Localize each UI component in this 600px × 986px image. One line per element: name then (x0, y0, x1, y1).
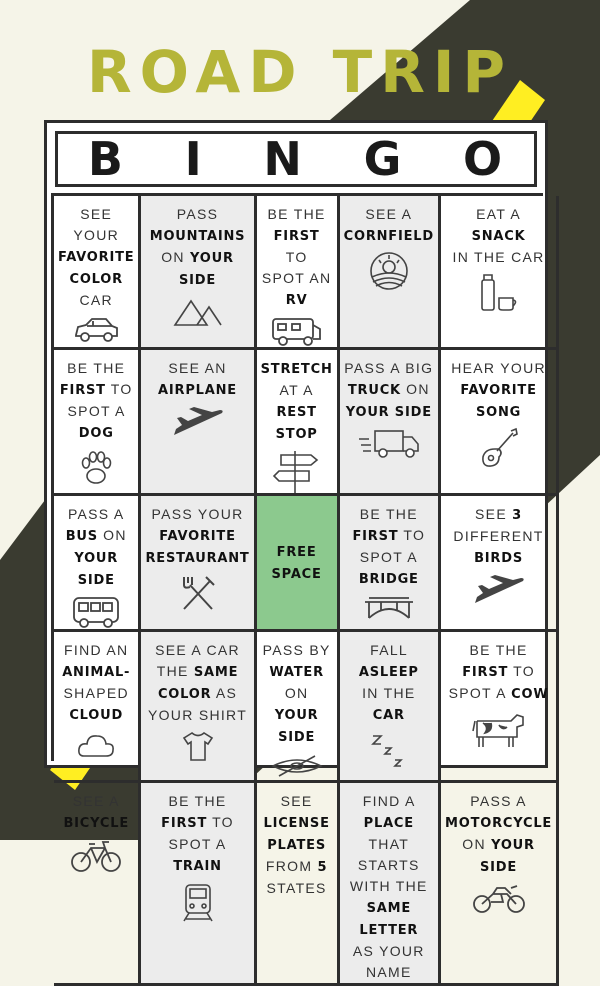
bingo-cell (340, 783, 441, 986)
cell-text (263, 791, 329, 899)
cell-phrase: AT A (279, 382, 314, 398)
cell-keyword: FREE (276, 544, 317, 560)
paw-icon (76, 448, 116, 488)
cell-phrase: CAR (79, 292, 113, 308)
cell-phrase: TO (513, 663, 535, 679)
bridge-icon (363, 594, 415, 620)
cell-keyword: ASLEEP (358, 665, 419, 680)
bingo-cell (257, 783, 340, 986)
cell-phrase: FIND AN (64, 642, 129, 658)
bingo-cell (340, 632, 441, 783)
cell-phrase: ON (161, 249, 185, 265)
cell-phrase: PASS YOUR (151, 506, 244, 522)
cell-text (148, 640, 247, 726)
cell-phrase: IN THE CAR (452, 249, 545, 265)
cell-phrase: SEE AN (168, 360, 227, 376)
cell-keyword: FIRST (462, 665, 509, 680)
cell-phrase: ON (462, 836, 486, 852)
cell-phrase: SPOT A (67, 403, 125, 419)
cell-phrase: SPOT AN (261, 270, 332, 286)
cell-keyword: CORNFIELD (343, 229, 434, 244)
snack-icon (477, 272, 521, 312)
cell-keyword: MOUNTAINS (149, 229, 246, 244)
kayak-icon (269, 752, 325, 780)
cell-text (344, 204, 434, 247)
cell-text (344, 791, 434, 983)
cell-text (261, 640, 333, 748)
cell-keyword: 5 (317, 860, 328, 875)
cell-text (449, 640, 549, 705)
bingo-cell (141, 496, 256, 632)
cell-keyword: COLOR (69, 272, 123, 287)
bingo-cell (54, 196, 141, 350)
bicycle-icon (69, 838, 123, 872)
cell-keyword: FIRST (352, 529, 399, 544)
cell-keyword: SNACK (471, 229, 526, 244)
bingo-cell (141, 350, 256, 496)
page-title: ROAD TRIP (87, 38, 513, 106)
bingo-letter: G (363, 132, 404, 186)
cell-keyword: DOG (78, 426, 114, 441)
cell-phrase: IN THE (362, 685, 416, 701)
cell-phrase: TO (403, 527, 426, 543)
bingo-letter: I (184, 132, 204, 186)
cell-keyword: COW (511, 687, 549, 702)
cell-text (344, 640, 434, 726)
cell-phrase: PASS BY (262, 642, 331, 658)
cell-keyword: BICYCLE (63, 816, 129, 831)
motorcycle-icon (471, 882, 527, 914)
cell-text (261, 358, 333, 445)
cell-keyword: YOUR (190, 251, 234, 266)
cell-text (63, 791, 129, 834)
cell-keyword: STRETCH (260, 362, 333, 377)
cell-keyword: SIDE (178, 273, 217, 288)
cell-phrase: DIFFERENT (453, 528, 544, 544)
cell-phrase: SEE A CAR (155, 642, 240, 658)
cell-keyword: YOUR SIDE (345, 405, 432, 420)
cell-keyword: SIDE (480, 860, 518, 875)
cell-phrase: PASS (176, 206, 219, 222)
bingo-cell (257, 350, 340, 496)
cell-phrase: WITH THE (349, 878, 428, 894)
cell-keyword: CLOUD (69, 708, 124, 723)
cell-text (344, 358, 433, 423)
cell-phrase: SHAPED (63, 685, 129, 701)
cell-keyword: RV (285, 293, 308, 308)
cell-phrase: STATES (266, 880, 327, 896)
car-icon (72, 315, 120, 345)
free-space-cell (257, 496, 340, 632)
shirt-icon (180, 730, 216, 762)
cell-keyword: YOUR SIDE (274, 708, 319, 745)
cell-keyword: FAVORITE (58, 250, 135, 265)
cell-phrase: TO (285, 249, 308, 265)
bus-icon (71, 595, 121, 629)
cell-keyword: CAR (372, 708, 405, 723)
cell-phrase: TO (212, 814, 234, 830)
cell-keyword: LICENSE (263, 816, 330, 831)
cell-phrase: PASS A BIG (344, 360, 434, 376)
cell-keyword: RESTAURANT (145, 551, 250, 566)
sleep-icon (369, 730, 409, 770)
train-icon (181, 881, 215, 923)
cell-keyword: MOTORCYCLE (444, 816, 553, 831)
cornfield-icon (366, 251, 412, 291)
cell-keyword: YOUR SIDE (74, 551, 119, 588)
cell-text (158, 358, 237, 401)
cell-phrase: HEAR YOUR (451, 360, 546, 376)
cell-keyword: FAVORITE (460, 383, 537, 398)
cell-keyword: YOUR (491, 838, 535, 853)
cell-text (58, 358, 134, 444)
cell-keyword: BIRDS (474, 551, 523, 566)
mountains-icon (173, 295, 223, 327)
signpost-icon (273, 449, 321, 493)
bingo-cell (441, 196, 559, 350)
bingo-letter: O (463, 132, 505, 186)
cell-phrase: SEE A (72, 793, 120, 809)
cell-keyword: TRUCK (347, 383, 401, 398)
cell-keyword: AIRPLANE (158, 383, 237, 398)
bingo-cell (340, 496, 441, 632)
cell-keyword: FIRST (273, 229, 320, 244)
cell-phrase: YOUR SHIRT (147, 707, 248, 723)
cell-phrase: PASS A (67, 506, 125, 522)
cell-text (161, 791, 234, 877)
cloud-icon (76, 730, 116, 762)
cell-phrase: ON (406, 381, 430, 397)
cell-keyword: PLATES (267, 838, 326, 853)
cell-phrase: SEE (280, 793, 313, 809)
cell-phrase: THAT STARTS (357, 836, 420, 873)
bingo-cell (441, 632, 559, 783)
bingo-cell (141, 783, 256, 986)
cell-text (62, 640, 130, 726)
airplane-icon (473, 573, 525, 607)
cell-phrase: THE (156, 663, 189, 679)
cell-text (145, 504, 249, 569)
bingo-cell (141, 196, 256, 350)
cell-phrase: FIND A (362, 793, 415, 809)
cell-phrase: SEE A (365, 206, 413, 222)
cell-phrase: EAT A (476, 206, 521, 222)
cell-keyword: WATER (269, 665, 324, 680)
cell-text (261, 204, 333, 311)
bingo-card (44, 120, 553, 980)
cell-keyword: FIRST (59, 383, 106, 398)
airplane-icon (172, 405, 224, 439)
cell-keyword: SPACE (271, 566, 322, 582)
cell-phrase: FALL (370, 642, 408, 658)
cell-phrase: SEE YOUR (73, 206, 120, 243)
cell-phrase: SPOT A (168, 836, 227, 852)
cell-keyword: COLOR (157, 687, 212, 702)
cell-phrase: BE THE (267, 206, 326, 222)
cow-icon (471, 709, 527, 749)
cell-phrase: AS (215, 685, 238, 701)
cell-keyword: 3 (512, 508, 523, 523)
cell-text (453, 204, 545, 268)
cell-keyword: SAME LETTER (359, 901, 419, 938)
cell-text (445, 791, 552, 878)
cell-keyword: SAME (193, 665, 239, 680)
cell-text (453, 504, 543, 569)
cell-phrase: SPOT A (359, 549, 418, 565)
bingo-cell (54, 496, 141, 632)
cell-text (272, 541, 322, 585)
bingo-cell (441, 496, 559, 632)
bingo-cell (54, 350, 141, 496)
cell-phrase: BE THE (359, 506, 418, 522)
bingo-cell (340, 196, 441, 350)
cell-text (352, 504, 425, 590)
cell-phrase: TO (110, 381, 133, 397)
bingo-header (55, 131, 537, 187)
cell-keyword: BRIDGE (358, 572, 419, 587)
cell-keyword: FAVORITE (159, 529, 236, 544)
cell-keyword: SONG (475, 405, 522, 420)
bingo-letter: B (87, 132, 125, 186)
cell-phrase: PASS A (470, 793, 527, 809)
bingo-cell (257, 196, 340, 350)
cell-keyword: ANIMAL- (62, 665, 131, 680)
cell-phrase: ON (284, 685, 309, 701)
cell-phrase: BE THE (67, 360, 126, 376)
cell-keyword: REST STOP (275, 405, 318, 442)
bingo-cell (54, 783, 141, 986)
bingo-cell (441, 350, 559, 496)
bingo-cell (340, 350, 441, 496)
cell-keyword: TRAIN (173, 859, 222, 874)
bingo-cell (141, 632, 256, 783)
guitar-icon (479, 427, 519, 469)
cell-text (58, 504, 134, 591)
cell-phrase: FROM (265, 858, 313, 874)
cell-text (451, 358, 546, 423)
bingo-cell (257, 632, 340, 783)
cell-phrase: SPOT A (448, 685, 506, 701)
cell-phrase: BE THE (168, 793, 227, 809)
cell-phrase: AS YOUR NAME (352, 943, 425, 980)
cell-text (150, 204, 246, 291)
cell-keyword: PLACE (363, 816, 414, 831)
cell-phrase: SEE (475, 506, 507, 522)
bingo-letter: N (263, 132, 304, 186)
rv-icon (270, 315, 324, 347)
cell-keyword: FIRST (161, 816, 208, 831)
cell-phrase: BE THE (469, 642, 528, 658)
bingo-cell (441, 783, 559, 986)
cell-phrase: ON (103, 527, 127, 543)
cell-text (58, 204, 134, 311)
bingo-grid (51, 193, 553, 980)
truck-icon (357, 427, 421, 459)
cell-keyword: BUS (65, 529, 98, 544)
bingo-cell (54, 632, 141, 783)
utensils-icon (178, 573, 218, 613)
